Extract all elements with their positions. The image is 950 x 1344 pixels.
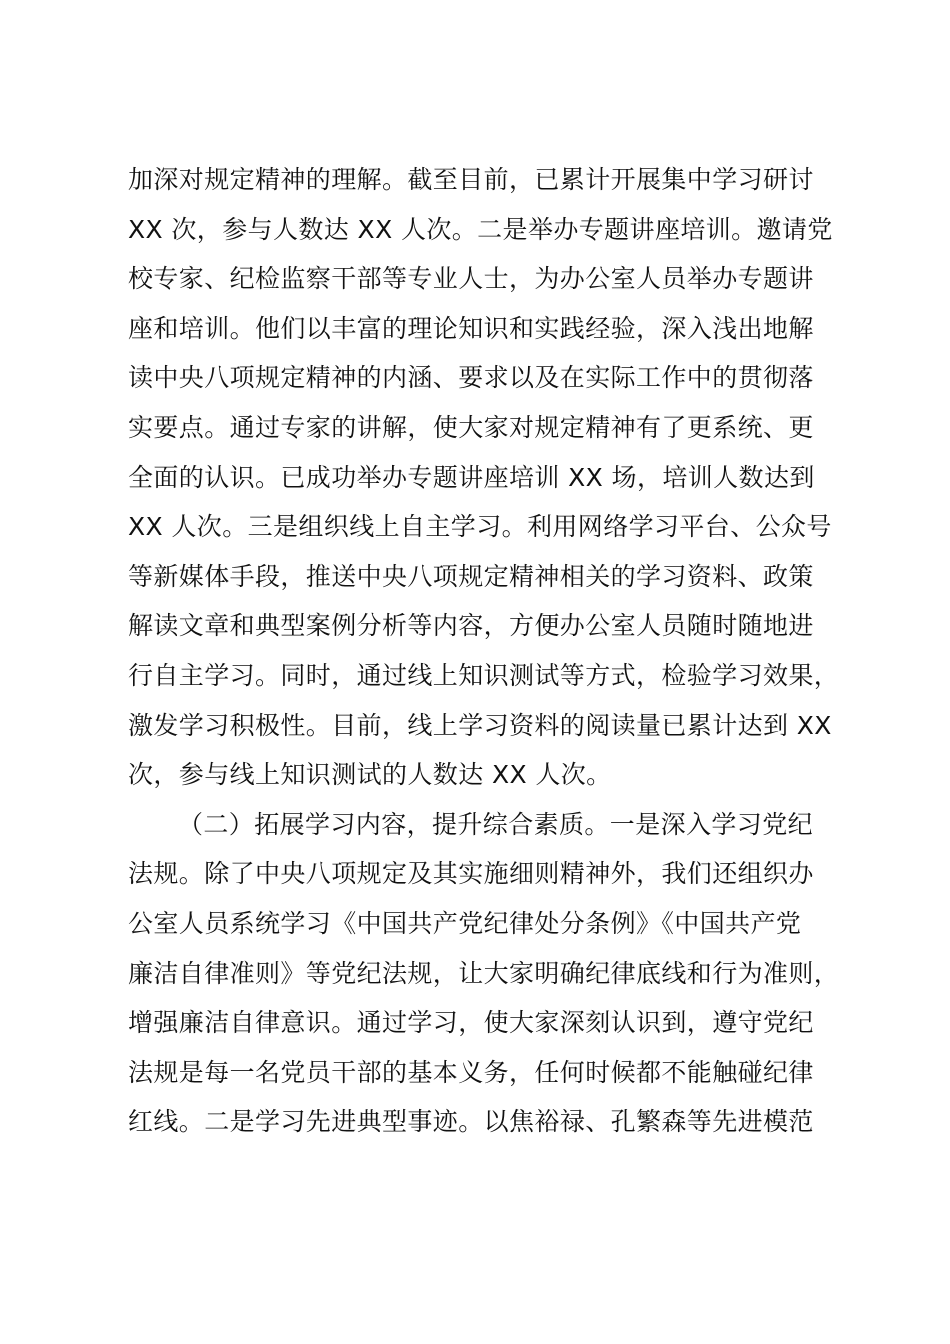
text-line: 全面的认识。已成功举办专题讲座培训 XX 场，培训人数达到 bbox=[128, 462, 815, 492]
text-line: 实要点。通过专家的讲解，使大家对规定精神有了更系统、更 bbox=[128, 412, 814, 442]
text-line: 等新媒体手段，推送中央八项规定精神相关的学习资料、政策 bbox=[128, 561, 814, 591]
body-text bbox=[128, 155, 843, 1147]
text-line: 行自主学习。同时，通过线上知识测试等方式，检验学习效果， bbox=[128, 660, 840, 690]
text-line: 公室人员系统学习《中国共产党纪律处分条例》《中国共产党 bbox=[128, 908, 802, 938]
text-line: XX 次，参与人数达 XX 人次。二是举办专题讲座培训。邀请党 bbox=[128, 214, 833, 244]
text-line: 解读文章和典型案例分析等内容，方便办公室人员随时随地进 bbox=[128, 611, 814, 641]
text-line: 读中央八项规定精神的内涵、要求以及在实际工作中的贯彻落 bbox=[128, 363, 814, 393]
text-line: 法规。除了中央八项规定及其实施细则精神外，我们还组织办 bbox=[128, 859, 814, 889]
text-line: 校专家、纪检监察干部等专业人士，为办公室人员举办专题讲 bbox=[128, 264, 814, 294]
text-line: 座和培训。他们以丰富的理论知识和实践经验，深入浅出地解 bbox=[128, 313, 814, 343]
section-heading-line: （二）拓展学习内容，提升综合素质。一是深入学习党纪 bbox=[178, 809, 814, 839]
text-line: 红线。二是学习先进典型事迹。以焦裕禄、孔繁森等先进模范 bbox=[128, 1107, 814, 1137]
text-line: 法规是每一名党员干部的基本义务，任何时候都不能触碰纪律 bbox=[128, 1057, 814, 1087]
text-line: 加深对规定精神的理解。截至目前，已累计开展集中学习研讨 bbox=[128, 165, 814, 194]
text-line: 激发学习积极性。目前，线上学习资料的阅读量已累计达到 XX bbox=[128, 710, 832, 740]
text-line: 增强廉洁自律意识。通过学习，使大家深刻认识到，遵守党纪 bbox=[128, 1008, 814, 1038]
text-line: XX 人次。三是组织线上自主学习。利用网络学习平台、公众号 bbox=[128, 512, 832, 542]
text-line: 次，参与线上知识测试的人数达 XX 人次。 bbox=[128, 760, 612, 790]
text-line: 廉洁自律准则》等党纪法规，让大家明确纪律底线和行为准则， bbox=[128, 958, 840, 988]
